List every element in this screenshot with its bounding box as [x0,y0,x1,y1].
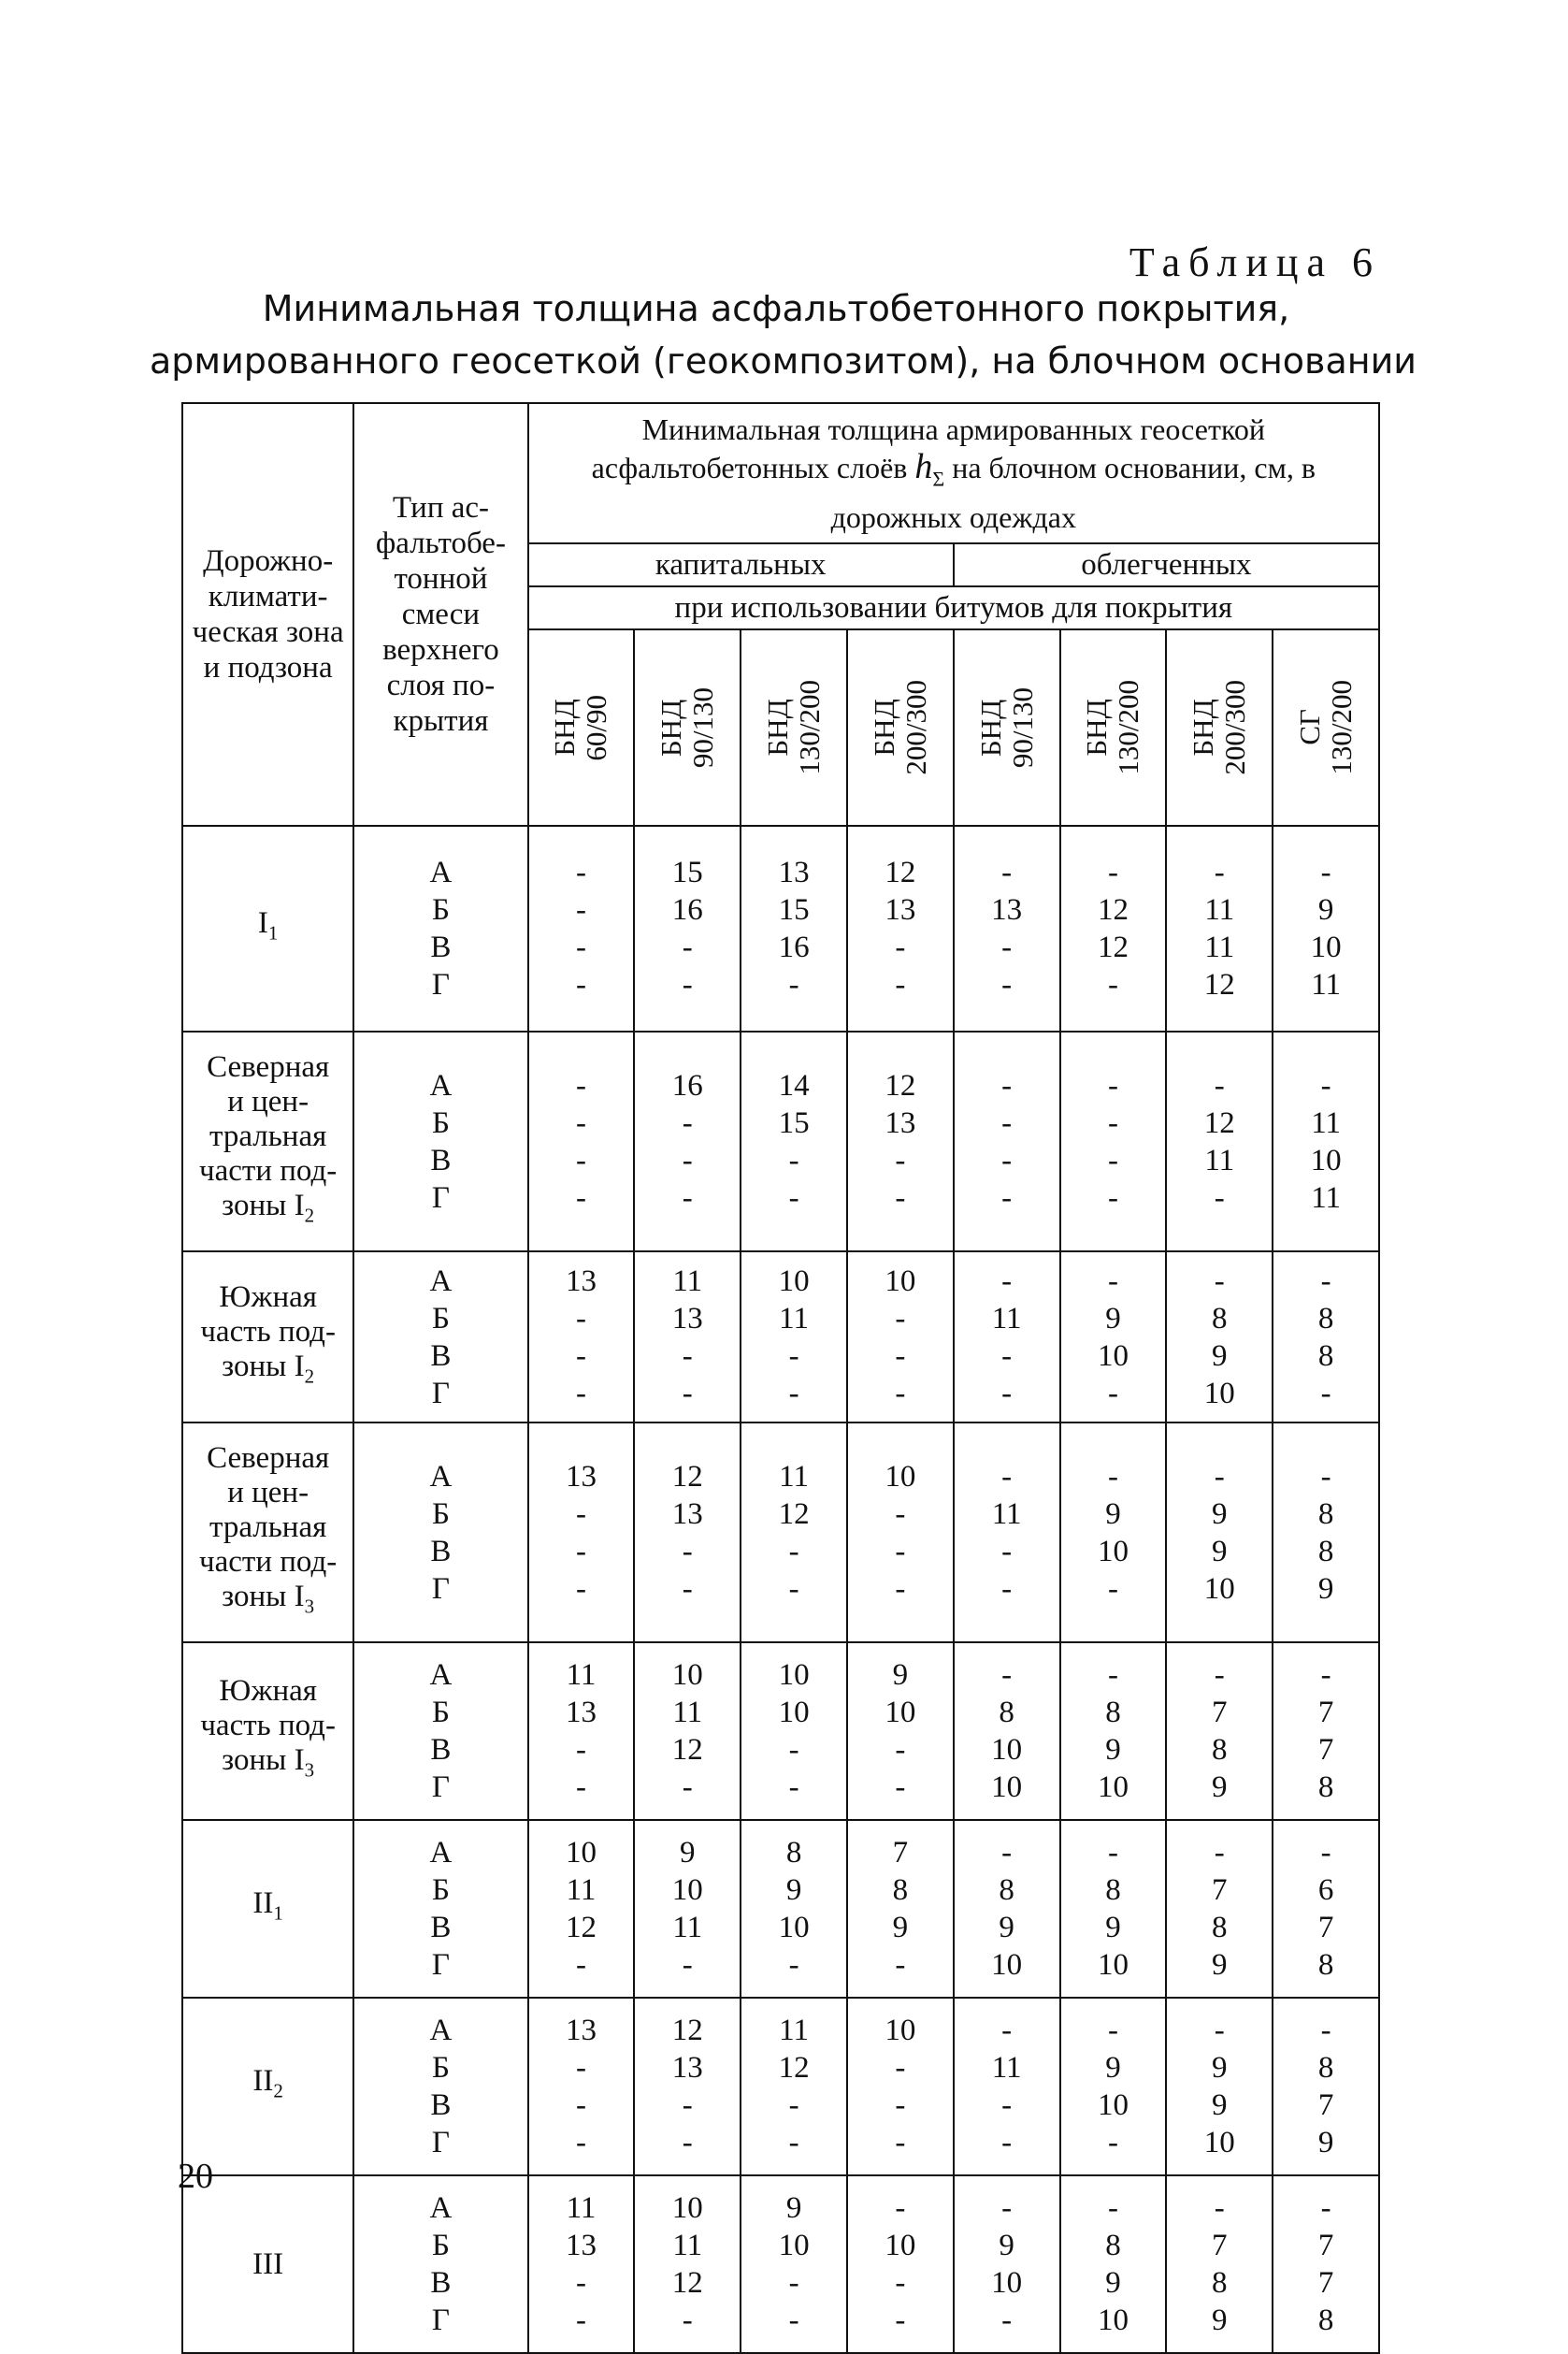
value-cell: - 7 8 9 [1166,2175,1273,2353]
column-header: БНД 200/300 [847,629,954,826]
bitumen-header: при использовании битумов для покрытия [528,586,1379,629]
value-cell: - - - - [954,1032,1060,1251]
mix-type-cell: А Б В Г [353,1642,527,1820]
value-cell: 10 11 - - [741,1251,847,1423]
table-row [182,1251,1379,1423]
value-cell: - 6 7 8 [1273,1820,1379,1998]
value-cell: - 8 9 10 [1060,2175,1167,2353]
table-row [182,1032,1379,1251]
mix-type-cell: А Б В Г [353,1998,527,2175]
table-row [182,2175,1379,2353]
mix-type-cell: А Б В Г [353,2175,527,2353]
value-cell: - 11 - - [954,1251,1060,1423]
value-cell: 10 10 - - [741,1642,847,1820]
table-title-line: армированного геосеткой (геокомпозитом), на блочном основании [150,340,1417,382]
value-cell: 7 8 9 - [847,1820,954,1998]
mix-type-cell: А Б В Г [353,1820,527,1998]
column-header: БНД 130/200 [1060,629,1167,826]
mix-type-cell: А Б В Г [353,1423,527,1642]
table-title [150,282,1417,387]
zone-cell: $I_1$ [182,826,353,1032]
value-cell: - - - - [1060,1032,1167,1251]
value-cell: - 11 11 12 [1166,826,1273,1032]
mix-type-cell: А Б В Г [353,1251,527,1423]
value-cell: - 8 10 10 [954,1642,1060,1820]
main-header-text: Минимальная толщина армированных геосеткой асфальтобетонных слоёв [591,412,1265,485]
table-title-line: Минимальная толщина асфальтобетонного покрытия, [262,288,1290,329]
value-cell: - 13 - - [954,826,1060,1032]
h-sigma-symbol: $h_\Sigma$ [914,447,945,491]
column-header: СГ 130/200 [1273,629,1379,826]
column-header: БНД 60/90 [528,629,635,826]
table-row [182,1998,1379,2175]
mix-type-cell: А Б В Г [353,826,527,1032]
value-cell: 10 11 12 - [634,2175,741,2353]
column-header: БНД 200/300 [1166,629,1273,826]
zone-cell: Северная и цен- тральная части под- зоны $I_3$ [182,1423,353,1642]
value-cell: 10 11 12 - [634,1642,741,1820]
value-cell: 12 13 - - [847,826,954,1032]
value-cell: 12 13 - - [847,1032,954,1251]
value-cell: 10 - - - [847,1998,954,2175]
value-cell: - 8 7 9 [1273,1998,1379,2175]
value-cell: 11 13 - - [528,1642,635,1820]
value-cell: 11 13 - - [528,2175,635,2353]
value-cell: - 8 9 10 [1060,1642,1167,1820]
value-cell: 10 - - - [847,1423,954,1642]
table-row [182,1642,1379,1820]
value-cell: 9 10 11 - [634,1820,741,1998]
value-cell: 13 - - - [528,1423,635,1642]
table-row [182,826,1379,1032]
value-cell: - 8 9 10 [954,1820,1060,1998]
value-cell: 14 15 - - [741,1032,847,1251]
value-cell: - 9 9 10 [1166,1998,1273,2175]
zone-cell: Северная и цен- тральная части под- зоны $I_2$ [182,1032,353,1251]
value-cell: - 9 10 - [1060,1423,1167,1642]
value-cell: 12 13 - - [634,1423,741,1642]
value-cell: 12 13 - - [634,1998,741,2175]
value-cell: - 11 10 11 [1273,1032,1379,1251]
value-cell: - 10 - - [847,2175,954,2353]
zone-header: Дорожно-климати-ческая зона и подзона [182,403,353,826]
value-cell: - 12 12 - [1060,826,1167,1032]
value-cell: 9 10 - - [847,1642,954,1820]
mix-type-cell: А Б В Г [353,1032,527,1251]
value-cell: - 8 9 10 [1060,1820,1167,1998]
value-cell: - 11 - - [954,1423,1060,1642]
zone-cell: $II_2$ [182,1998,353,2175]
value-cell: 13 - - - [528,1998,635,2175]
value-cell: - 9 10 - [1060,1251,1167,1423]
value-cell: - 8 9 10 [1166,1251,1273,1423]
value-cell: - 7 8 9 [1166,1642,1273,1820]
column-header: БНД 90/130 [954,629,1060,826]
value-cell: 11 12 - - [741,1423,847,1642]
value-cell: - 9 10 - [1060,1998,1167,2175]
value-cell: - 7 7 8 [1273,1642,1379,1820]
value-cell: 10 11 12 - [528,1820,635,1998]
group-light: облегченных [954,543,1379,586]
main-header-text-end: на блочном основании, см, в дорожных одеждах [830,451,1316,534]
value-cell: - 9 10 11 [1273,826,1379,1032]
table-row [182,1820,1379,1998]
value-cell: - 9 10 - [954,2175,1060,2353]
table-label: Таблица 6 [1129,239,1381,285]
value-cell: - 8 8 9 [1273,1423,1379,1642]
value-cell: 15 16 - - [634,826,741,1032]
value-cell: - - - - [528,1032,635,1251]
zone-cell: Южная часть под- зоны $I_3$ [182,1642,353,1820]
column-header: БНД 90/130 [634,629,741,826]
main-header [528,403,1379,543]
zone-cell: Южная часть под- зоны $I_2$ [182,1251,353,1423]
value-cell: 10 - - - [847,1251,954,1423]
value-cell: 13 - - - [528,1251,635,1423]
value-cell: - - - - [528,826,635,1032]
value-cell: - 9 9 10 [1166,1423,1273,1642]
zone-cell: $II_1$ [182,1820,353,1998]
value-cell: 8 9 10 - [741,1820,847,1998]
mix-type-header: Тип ас-фальтобе-тонной смеси верхнего слоя по-крытия [353,403,527,826]
page-number: 20 [178,2157,213,2196]
value-cell: 9 10 - - [741,2175,847,2353]
value-cell: 13 15 16 - [741,826,847,1032]
zone-cell: III [182,2175,353,2353]
value-cell: - 7 8 9 [1166,1820,1273,1998]
value-cell: 11 12 - - [741,1998,847,2175]
group-capital: капитальных [528,543,954,586]
value-cell: - 12 11 - [1166,1032,1273,1251]
table-row [182,1423,1379,1642]
value-cell: 11 13 - - [634,1251,741,1423]
value-cell: - 11 - - [954,1998,1060,2175]
column-header: БНД 130/200 [741,629,847,826]
thickness-table [181,402,1380,2354]
value-cell: - 7 7 8 [1273,2175,1379,2353]
value-cell: - 8 8 - [1273,1251,1379,1423]
value-cell: 16 - - - [634,1032,741,1251]
